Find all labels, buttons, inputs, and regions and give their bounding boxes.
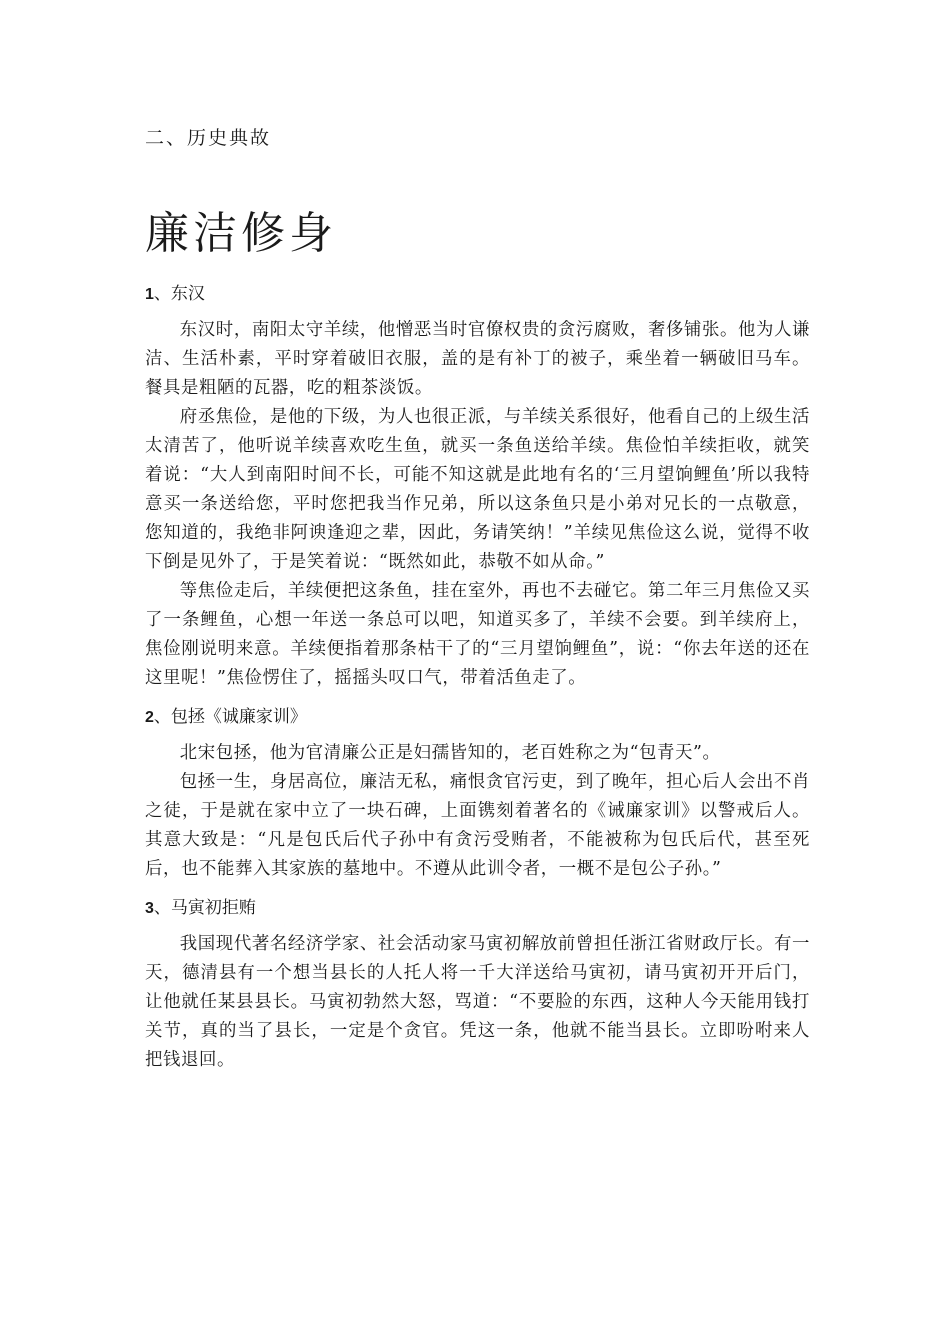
paragraph: 北宋包拯，他为官清廉公正是妇孺皆知的，老百姓称之为“包青天”。 [179,743,721,763]
story-title: 、马寅初拒贿 [153,898,256,918]
story-1 [145,280,810,693]
paragraph: 东汉时，南阳太守羊续，他憎恶当时官僚权贵的贪污腐败，奢侈铺张。他为人谦洁、生活朴素，平时穿着破旧衣服，盖的是有补丁的被子，乘坐着一辆破旧马车。餐具是粗陋的瓦器，吃的粗茶淡饭。 [145,320,810,398]
paragraph: 我国现代著名经济学家、社会活动家马寅初解放前曾担任浙江省财政厅长。有一天，德清县有一个想当县长的人托人将一千大洋送给马寅初，请马寅初开开后门，让他就任某县县长。马寅初勃然大怒，骂道：“不要脸的东西，这种人今天能用钱打关节，真的当了县长，一定是个贪官。凭这一条，他就不能当县长。立即吩咐来人把钱退回。 [145,934,810,1070]
story-title: 、包拯《诚廉家训》 [153,707,307,727]
paragraph: 等焦俭走后，羊续便把这条鱼，挂在室外，再也不去碰它。第二年三月焦俭又买了一条鲤鱼，心想一年送一条总可以吧，知道买多了，羊续不会要。到羊续府上，焦俭刚说明来意。羊续便指着那条枯干了的“三月望饷鲤鱼”，说：“你去年送的还在这里呢！”焦俭愣住了，摇摇头叹口气，带着活鱼走了。 [145,581,810,688]
story-3 [145,894,810,1075]
section-label: 二、历史典故 [145,127,272,149]
story-number: 3 [145,900,154,917]
story-title: 、东汉 [153,284,205,304]
story-number: 2 [145,709,154,726]
story-heading [145,280,810,308]
paragraph: 包拯一生，身居高位，廉洁无私，痛恨贪官污吏，到了晚年，担心后人会出不肖之徒，于是就在家中立了一块石碑，上面镌刻着著名的《诫廉家训》以警戒后人。其意大致是：“凡是包氏后代子孙中有贪污受贿者，不能被称为包氏后代，甚至死后，也不能葬入其家族的墓地中。不遵从此训令者，一概不是包公子孙。” [145,772,810,879]
story-heading [145,703,810,731]
document-body [145,280,810,1075]
story-number: 1 [145,286,154,303]
story-heading [145,894,810,922]
story-2 [145,703,810,884]
paragraph: 府丞焦俭，是他的下级，为人也很正派，与羊续关系很好，他看自己的上级生活太清苦了，他听说羊续喜欢吃生鱼，就买一条鱼送给羊续。焦俭怕羊续拒收，就笑着说：“大人到南阳时间不长，可能不知这就是此地有名的‘三月望饷鲤鱼’所以我特意买一条送给您，平时您把我当作兄弟，所以这条鱼只是小弟对兄长的一点敬意，您知道的，我绝非阿谀逢迎之辈，因此，务请笑纳！”羊续见焦俭这么说，觉得不收下倒是见外了，于是笑着说：“既然如此，恭敬不如从命。” [145,407,810,572]
page-title: 廉洁修身 [145,208,337,260]
